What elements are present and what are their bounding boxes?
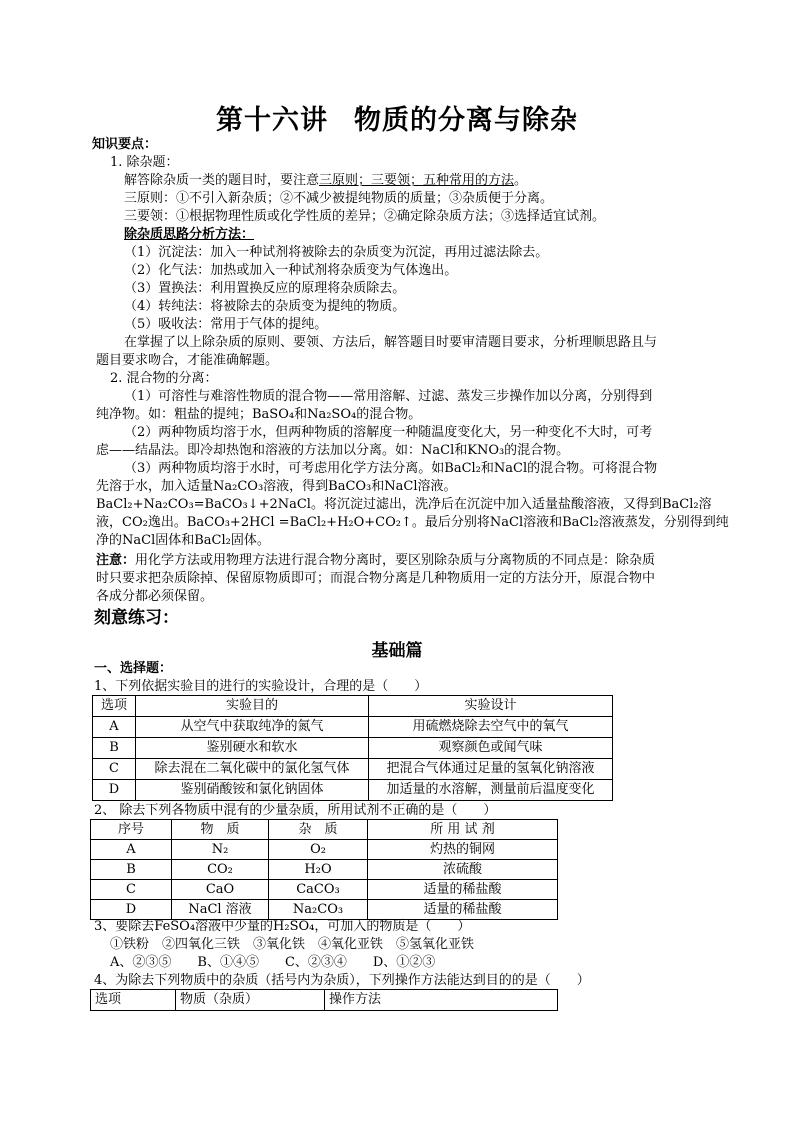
question-3-options: A、②③⑤ B、①④⑤ C、②③④ D、①②③: [110, 955, 436, 970]
note-text: 用化学方法或用物理方法进行混合物分离时，要区别除杂质与分离物质的不同点是：除杂质: [135, 553, 656, 568]
table-row: [93, 717, 613, 738]
section1-title: 1. 除杂题：: [110, 155, 179, 170]
table-cell: 灼热的铜网: [368, 840, 558, 860]
choice-heading: 一、选择题：: [94, 661, 173, 676]
table-row: [91, 900, 558, 920]
table-cell: 加适量的水溶解，测量前后温度变化: [369, 780, 613, 801]
knowledge-heading: 知识要点：: [92, 137, 158, 152]
table-header-cell: 物质（杂质）: [176, 990, 325, 1011]
title-topic: 物质的分离与除杂: [354, 105, 578, 136]
table-row: [91, 840, 558, 860]
question-2-table: [90, 819, 558, 920]
table-cell: 用硫燃烧除去空气中的氧气: [369, 717, 613, 738]
table-header-cell: 序号: [91, 820, 172, 840]
table-cell: NaCl 溶液: [172, 900, 269, 920]
intro-underlined: 三原则；三要领；五种常用的方法: [319, 173, 515, 188]
table-header-cell: 实验设计: [369, 696, 613, 717]
question-4: 4、为除去下列物质中的杂质（括号内为杂质），下列操作方法能达到目的的是（ ）: [94, 973, 590, 988]
table-header-cell: 操作方法: [325, 990, 558, 1011]
table-cell: O₂: [269, 840, 368, 860]
note-line: 各成分都必须保留。: [96, 589, 214, 604]
table-cell: Na₂CO₃: [269, 900, 368, 920]
summary-line: 题目要求吻合，才能准确解题。: [96, 353, 279, 368]
table-cell: CaCO₃: [269, 880, 368, 900]
table-cell: 适量的稀盐酸: [368, 880, 558, 900]
table-row: [93, 780, 613, 801]
table-header-row: [91, 820, 558, 840]
section-title-basic: 基础篇: [371, 641, 423, 661]
method-heading: 除杂质思路分析方法：: [124, 227, 255, 242]
table-cell: A: [91, 840, 172, 860]
page-title: [0, 98, 794, 137]
table-cell: 把混合气体通过足量的氢氧化钠溶液: [369, 759, 613, 780]
table-cell: C: [91, 880, 172, 900]
table-row: [91, 860, 558, 880]
table-row: [93, 738, 613, 759]
table-cell: B: [93, 738, 136, 759]
paragraph-line: BaCl₂+Na₂CO₃=BaCO₃↓+2NaCl。将沉淀过滤出，洗净后在沉淀中加入适量盐酸溶液，又得到BaCl₂溶: [96, 497, 712, 512]
table-cell: C: [93, 759, 136, 780]
table-cell: 除去混在二氧化碳中的氯化氢气体: [136, 759, 369, 780]
table-cell: 鉴别硬水和软水: [136, 738, 369, 759]
paragraph-line: 纯净物。如：粗盐的提纯；BaSO₄和Na₂SO₄的混合物。: [96, 407, 422, 422]
table-cell: D: [93, 780, 136, 801]
table-cell: 观察颜色或闻气味: [369, 738, 613, 759]
table-header-cell: 实验目的: [136, 696, 369, 717]
section1-intro: [124, 172, 527, 189]
note-line: 时只要求把杂质除掉、保留原物质即可；而混合物分离是几种物质用一定的方法分开，原混合物中: [96, 571, 656, 586]
table-header-cell: 选项: [93, 696, 136, 717]
table-cell: 浓硫酸: [368, 860, 558, 880]
table-cell: H₂O: [269, 860, 368, 880]
paragraph-line: 净的NaCl固体和BaCl₂固体。: [96, 533, 270, 548]
paragraph-line: 先溶于水，加入适量Na₂CO₃溶液，得到BaCO₃和NaCl溶液。: [96, 479, 457, 494]
question-3: 3、要除去FeSO₄溶液中少量的H₂SO₄，可加入的物质是（ ）: [94, 919, 471, 934]
question-1: 1、下列依据实验目的进行的实验设计，合理的是（ ）: [94, 679, 428, 694]
table-header-row: [91, 990, 558, 1011]
table-header-cell: 物 质: [172, 820, 269, 840]
question-3-items: ①铁粉 ②四氧化三铁 ③氧化铁 ④氧化亚铁 ⑤氢氧化亚铁: [110, 937, 475, 952]
three-key-points: 三要领：①根据物理性质或化学性质的差异；②确定除杂质方法；③选择适宜试剂。: [124, 209, 606, 224]
note-label: 注意：: [96, 553, 136, 568]
paragraph-line: （3）两种物质均溶于水时，可考虑用化学方法分离。如BaCl₂和NaCl的混合物。可将混合物: [124, 461, 658, 476]
method-item: （3）置换法：利用置换反应的原理将杂质除去。: [124, 281, 406, 296]
paragraph-line: （1）可溶性与难溶性物质的混合物——常用溶解、过滤、蒸发三步操作加以分离，分别得到: [124, 389, 653, 404]
paragraph-line: 虑——结晶法。即冷却热饱和溶液的方法加以分离。如：NaCl和KNO₃的混合物。: [96, 443, 570, 458]
table-cell: D: [91, 900, 172, 920]
intro-end: 。: [514, 173, 528, 188]
table-cell: 鉴别硝酸铵和氯化钠固体: [136, 780, 369, 801]
table-cell: 适量的稀盐酸: [368, 900, 558, 920]
table-row: [93, 759, 613, 780]
title-lecture: 第十六讲: [216, 105, 328, 136]
table-row: [91, 880, 558, 900]
method-item: （2）化气法：加热或加入一种试剂将杂质变为气体逸出。: [124, 263, 458, 278]
table-header-cell: 杂 质: [269, 820, 368, 840]
table-cell: N₂: [172, 840, 269, 860]
section2-title: 2. 混合物的分离：: [110, 371, 218, 386]
paragraph-line: （2）两种物质均溶于水，但两种物质的溶解度一种随温度变化大，另一种变化不大时，可考: [124, 425, 653, 440]
question-4-table: [90, 989, 558, 1011]
paragraph-line: 液，CO₂逸出。BaCO₃+2HCl =BaCl₂+H₂O+CO₂↑。最后分别将NaCl溶液和BaCl₂溶液蒸发，分别得到纯: [96, 515, 729, 530]
table-cell: 从空气中获取纯净的氮气: [136, 717, 369, 738]
practice-heading: 刻意练习：: [94, 608, 179, 628]
method-item: （5）吸收法：常用于气体的提纯。: [124, 317, 328, 332]
note-line: [96, 552, 655, 569]
table-header-cell: 所 用 试 剂: [368, 820, 558, 840]
method-item: （1）沉淀法：加入一种试剂将被除去的杂质变为沉淀，再用过滤法除去。: [124, 245, 549, 260]
intro-text: 解答除杂质一类的题目时，要注意: [124, 173, 320, 188]
table-cell: CO₂: [172, 860, 269, 880]
question-1-table: [92, 695, 613, 801]
table-cell: A: [93, 717, 136, 738]
method-item: （4）转纯法：将被除去的杂质变为提纯的物质。: [124, 299, 406, 314]
table-cell: B: [91, 860, 172, 880]
question-2: 2、 除去下列各物质中混有的少量杂质，所用试剂不正确的是（ ）: [94, 803, 497, 818]
summary-line: 在掌握了以上除杂质的原则、要领、方法后，解答题目时要审清题目要求，分析理顺思路且与: [124, 335, 658, 350]
table-header-cell: 选项: [91, 990, 176, 1011]
three-principles: 三原则：①不引入新杂质；②不减少被提纯物质的质量；③杂质便于分离。: [124, 191, 554, 206]
table-cell: CaO: [172, 880, 269, 900]
table-header-row: [93, 696, 613, 717]
